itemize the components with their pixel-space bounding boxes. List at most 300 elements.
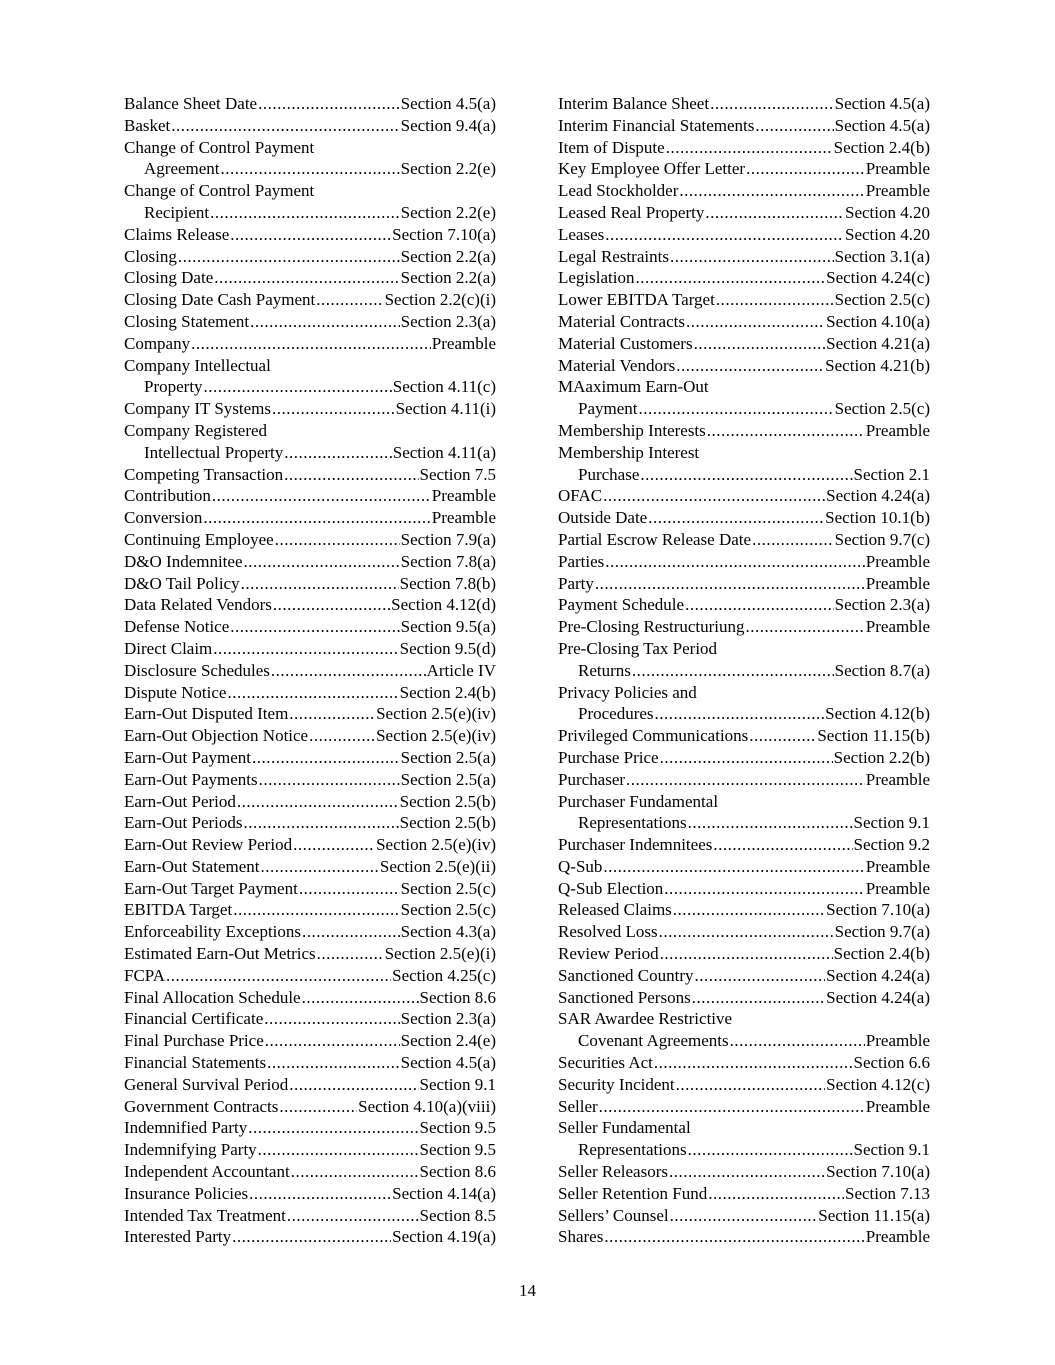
index-entry [124,616,496,638]
index-entry [124,529,496,551]
index-reference: Section 7.5 [419,464,496,484]
dot-leader [605,224,844,246]
index-reference: Section 2.5(e)(iv) [376,704,496,724]
page-number: 14 [519,1281,536,1300]
index-entry [124,856,496,878]
index-entry [124,1117,496,1139]
index-term: Seller [558,1096,598,1116]
index-reference: Section 6.6 [853,1053,930,1073]
index-entry [558,1117,930,1161]
dot-leader [660,943,833,965]
index-term: Company [124,333,191,353]
index-entry [558,769,930,791]
index-term: Disclosure Schedules [124,660,270,680]
index-reference: Section 2.3(a) [834,595,930,615]
index-term: Contribution [124,486,211,506]
dot-leader [669,1161,825,1183]
dot-leader [666,137,833,159]
index-entry [558,965,930,987]
index-entry [124,1139,496,1161]
index-entry [124,1183,496,1205]
index-reference: Section 2.1 [853,464,930,484]
index-reference: Section 9.4(a) [400,115,496,135]
index-reference: Preamble [865,1031,930,1051]
index-term: Purchaser Indemnitees [558,835,713,855]
index-term: Partial Escrow Release Date [558,529,752,549]
index-term: Released Claims [558,900,672,920]
index-term-line1: Seller Fundamental [558,1118,691,1138]
index-term: Final Allocation Schedule [124,987,301,1007]
dot-leader [730,1030,865,1052]
index-term: Sanctioned Persons [558,987,691,1007]
dot-leader [599,1096,865,1118]
index-reference: Section 2.2(b) [833,747,930,767]
index-term: Procedures [578,704,654,724]
dot-leader [213,638,398,660]
dot-leader [648,507,824,529]
dot-leader [210,202,399,224]
index-term-line1: Privacy Policies and [558,682,697,702]
dot-leader [716,289,834,311]
index-entry [558,899,930,921]
index-reference: Section 11.15(b) [817,726,930,746]
dot-leader [279,1096,357,1118]
index-entry [558,333,930,355]
index-entry [558,834,930,856]
index-reference: Preamble [865,617,930,637]
index-entry [558,1226,930,1248]
dot-leader [289,1074,418,1096]
index-reference: Section 9.1 [853,1140,930,1160]
index-entry [124,725,496,747]
index-entry [558,856,930,878]
index-term: General Survival Period [124,1074,289,1094]
dot-leader [171,115,399,137]
index-term: Returns [578,660,631,680]
index-term: Seller Releasors [558,1162,668,1182]
dot-leader [708,1183,844,1205]
index-term: OFAC [558,486,603,506]
index-entry [558,376,930,420]
dot-leader [302,921,400,943]
index-term-line1: Company Intellectual [124,355,271,375]
index-term: Review Period [558,944,659,964]
index-entry [558,529,930,551]
dot-leader [749,725,816,747]
index-reference: Section 2.4(b) [833,944,930,964]
dot-leader [660,747,833,769]
dot-leader [710,93,834,115]
index-reference: Preamble [865,769,930,789]
index-entry [558,1008,930,1052]
index-reference: Section 4.11(i) [395,399,496,419]
index-term: Representations [578,813,687,833]
index-term: Payment [578,399,638,419]
index-entry [558,921,930,943]
index-term: Key Employee Offer Letter [558,159,746,179]
index-reference: Section 2.5(c) [400,878,496,898]
index-term-line1: Change of Control Payment [124,137,315,157]
index-term: Earn-Out Review Period [124,835,293,855]
index-reference: Preamble [865,856,930,876]
index-reference: Article IV [426,660,496,680]
index-term: Intended Tax Treatment [124,1205,286,1225]
dot-leader [635,267,825,289]
index-reference: Section 2.5(c) [834,290,930,310]
dot-leader [232,1226,391,1248]
dot-leader [204,376,392,398]
dot-leader [291,1161,419,1183]
index-term: Indemnified Party [124,1118,248,1138]
index-term: Representations [578,1140,687,1160]
dot-leader [252,747,400,769]
index-reference: Section 2.3(a) [400,311,496,331]
dot-leader [676,355,824,377]
index-reference: Section 4.24(c) [826,268,930,288]
index-entry [124,507,496,529]
dot-leader [705,202,844,224]
index-reference: Section 8.6 [419,1162,496,1182]
index-term: Purchase Price [558,747,659,767]
index-entry [124,1052,496,1074]
index-term: Covenant Agreements [578,1031,729,1051]
dot-leader [241,573,399,595]
index-entry [124,485,496,507]
index-reference: Section 2.4(b) [399,682,496,702]
dot-leader [271,660,426,682]
index-term: Earn-Out Statement [124,856,260,876]
index-reference: Section 8.6 [419,987,496,1007]
index-entry [558,747,930,769]
index-reference: Section 2.5(b) [399,813,496,833]
index-term: Leases [558,224,605,244]
dot-leader [299,878,400,900]
index-term: Interim Balance Sheet [558,94,710,113]
index-reference: Preamble [431,508,496,528]
index-reference: Section 4.14(a) [392,1183,496,1203]
index-reference: Section 7.10(a) [392,224,496,244]
index-term: D&O Indemnitee [124,551,243,571]
index-reference: Section 9.5 [419,1118,496,1138]
dot-leader [267,1052,400,1074]
index-entry [124,311,496,333]
dot-leader [244,551,400,573]
index-entry [124,1096,496,1118]
index-term: FCPA [124,965,165,985]
index-term: Purchaser [558,769,626,789]
dot-leader [178,246,400,268]
index-term: Sellers’ Counsel [558,1205,669,1225]
dot-leader [632,660,834,682]
dot-leader [664,878,865,900]
index-entry [124,93,496,115]
index-term: Material Customers [558,333,693,353]
index-reference: Section 4.5(a) [400,94,496,113]
index-reference: Section 2.2(e) [400,159,496,179]
index-entry [124,791,496,813]
index-reference: Preamble [865,878,930,898]
index-entry [558,267,930,289]
index-entry [124,769,496,791]
index-entry [124,921,496,943]
index-entry [124,812,496,834]
dot-leader [626,769,865,791]
dot-leader [317,943,384,965]
index-entry [124,1074,496,1096]
index-entry [558,1161,930,1183]
index-entry [558,115,930,137]
index-entry [124,246,496,268]
index-entry [124,660,496,682]
index-entry [124,1008,496,1030]
index-reference: Section 2.5(e)(iv) [376,835,496,855]
dot-leader [265,1030,400,1052]
index-term: Shares [558,1227,604,1247]
dot-leader [639,398,834,420]
index-reference: Section 7.8(a) [400,551,496,571]
index-term: Dispute Notice [124,682,227,702]
dot-leader [603,485,825,507]
index-term: Outside Date [558,508,648,528]
index-term: Financial Certificate [124,1009,264,1029]
index-entry [124,899,496,921]
index-entry [124,180,496,224]
index-entry [124,682,496,704]
index-term: Independent Accountant [124,1162,290,1182]
index-entry [558,791,930,835]
index-term: Interim Financial Statements [558,115,755,135]
index-term: Pre-Closing Restructuriung [558,617,745,637]
dot-leader [191,333,431,355]
index-term: Earn-Out Payments [124,769,258,789]
index-entry [124,878,496,900]
index-entry [124,1161,496,1183]
dot-leader [273,594,390,616]
dot-leader [713,834,852,856]
index-reference: Preamble [865,1227,930,1247]
index-reference: Section 7.10(a) [826,900,930,920]
dot-leader [679,180,864,202]
index-entry [558,1183,930,1205]
dot-leader [755,115,833,137]
dot-leader [686,311,825,333]
index-entry [124,747,496,769]
index-reference: Section 4.19(a) [392,1227,496,1247]
dot-leader [746,158,865,180]
dot-leader [275,529,400,551]
index-entry [558,1052,930,1074]
dot-leader [688,812,853,834]
index-entry [558,202,930,224]
index-entry [558,987,930,1009]
index-entry [558,573,930,595]
index-term: Parties [558,551,605,571]
index-term: Lower EBITDA Target [558,290,715,310]
index-reference: Section 4.11(a) [392,442,496,462]
index-term: Balance Sheet Date [124,94,258,113]
dot-leader [272,398,395,420]
index-reference: Preamble [431,333,496,353]
index-reference: Section 7.8(b) [399,573,496,593]
index-entry [558,943,930,965]
dot-leader [293,834,375,856]
index-term: Earn-Out Objection Notice [124,726,309,746]
index-reference: Section 2.2(a) [400,268,496,288]
index-reference: Section 9.1 [419,1074,496,1094]
index-term: Item of Dispute [558,137,665,157]
index-entry [124,834,496,856]
index-left-column [124,93,496,1248]
index-term: D&O Tail Policy [124,573,240,593]
index-reference: Section 9.5(d) [399,638,496,658]
index-reference: Section 2.5(a) [400,747,496,767]
index-right-column [558,93,930,1248]
index-reference: Section 2.5(c) [834,399,930,419]
index-reference: Section 2.2(c)(i) [384,290,496,310]
index-reference: Preamble [865,1096,930,1116]
dot-leader [258,1139,419,1161]
index-term: Security Incident [558,1074,675,1094]
index-term: Closing Date [124,268,214,288]
index-term: Defense Notice [124,617,230,637]
dot-leader [212,485,431,507]
index-reference: Section 2.5(b) [399,791,496,811]
dot-leader [261,856,379,878]
index-term: Privileged Communications [558,726,749,746]
index-term-line1: SAR Awardee Restrictive [558,1009,733,1029]
dot-leader [707,420,865,442]
index-term: Indemnifying Party [124,1140,257,1160]
index-term: EBITDA Target [124,900,233,920]
index-term: Estimated Earn-Out Metrics [124,944,316,964]
index-reference: Section 7.9(a) [400,529,496,549]
index-entry [558,594,930,616]
index-reference: Section 4.12(b) [825,704,930,724]
index-entry [124,289,496,311]
index-term: Company IT Systems [124,399,272,419]
index-term: Competing Transaction [124,464,284,484]
index-reference: Section 2.5(e)(i) [384,944,496,964]
index-entry [124,638,496,660]
index-entry [124,1030,496,1052]
index-reference: Section 9.5 [419,1140,496,1160]
index-term: Resolved Loss [558,922,658,942]
index-reference: Preamble [865,420,930,440]
index-entry [558,1205,930,1227]
index-reference: Section 4.5(a) [834,94,930,113]
index-entry [558,289,930,311]
index-term-line1: Company Registered [124,420,268,440]
index-entry [558,1074,930,1096]
index-term: Seller Retention Fund [558,1183,708,1203]
index-reference: Section 7.13 [845,1183,930,1203]
index-reference: Section 4.11(c) [392,377,496,397]
index-entry [558,878,930,900]
dot-leader [249,1183,391,1205]
index-reference: Section 4.21(a) [826,333,930,353]
index-entry [124,420,496,464]
index-reference: Section 4.5(a) [834,115,930,135]
index-reference: Section 4.12(c) [826,1074,930,1094]
dot-leader [746,616,865,638]
index-reference: Section 2.2(a) [400,246,496,266]
dot-leader [227,682,398,704]
index-term: Earn-Out Periods [124,813,243,833]
index-term: Closing Statement [124,311,250,331]
index-reference: Section 4.21(b) [825,355,930,375]
dot-leader [309,725,375,747]
dot-leader [284,442,392,464]
index-reference: Section 2.5(c) [400,900,496,920]
index-entry [558,485,930,507]
dot-leader [264,1008,399,1030]
index-reference: Section 4.24(a) [826,965,930,985]
dot-leader [316,289,383,311]
index-reference: Section 9.7(c) [834,529,930,549]
index-term: Lead Stockholder [558,181,679,201]
index-term: Intellectual Property [144,442,284,462]
index-reference: Section 4.20 [845,202,930,222]
index-term: Financial Statements [124,1053,267,1073]
index-entry [124,398,496,420]
index-term: Payment Schedule [558,595,685,615]
index-entry [124,594,496,616]
index-term: Basket [124,115,171,135]
index-term-line1: Change of Control Payment [124,181,315,201]
dot-leader [670,1205,818,1227]
index-reference: Section 9.1 [853,813,930,833]
index-entry [558,180,930,202]
dot-leader [655,703,825,725]
dot-leader [233,899,399,921]
index-entry [558,420,930,442]
index-term: Conversion [124,508,203,528]
dot-leader [688,1139,853,1161]
index-entry [124,965,496,987]
index-term-line1: Pre-Closing Tax Period [558,638,718,658]
dot-leader [214,267,399,289]
index-term: Final Purchase Price [124,1031,264,1051]
index-entry [124,1205,496,1227]
dot-leader [250,311,400,333]
index-reference: Section 4.25(c) [392,965,496,985]
index-term: Legal Restraints [558,246,669,266]
index-reference: Preamble [865,181,930,201]
index-entry [124,333,496,355]
index-reference: Section 4.10(a) [826,311,930,331]
index-entry [558,725,930,747]
dot-leader [676,1074,826,1096]
dot-leader [605,551,865,573]
dot-leader [695,965,826,987]
index-reference: Section 9.7(a) [834,922,930,942]
index-reference: Section 2.3(a) [400,1009,496,1029]
dot-leader [640,464,852,486]
dot-leader [203,507,430,529]
index-reference: Section 2.5(e)(iv) [376,726,496,746]
index-entry [124,987,496,1009]
index-reference: Section 4.24(a) [826,486,930,506]
index-entry [124,1226,496,1248]
index-term: Agreement [144,159,220,179]
index-term: Earn-Out Payment [124,747,251,767]
index-reference: Section 4.3(a) [400,922,496,942]
index-reference: Section 2.2(e) [400,202,496,222]
index-entry [124,267,496,289]
index-entry [124,115,496,137]
dot-leader [595,573,865,595]
index-term: Material Contracts [558,311,685,331]
